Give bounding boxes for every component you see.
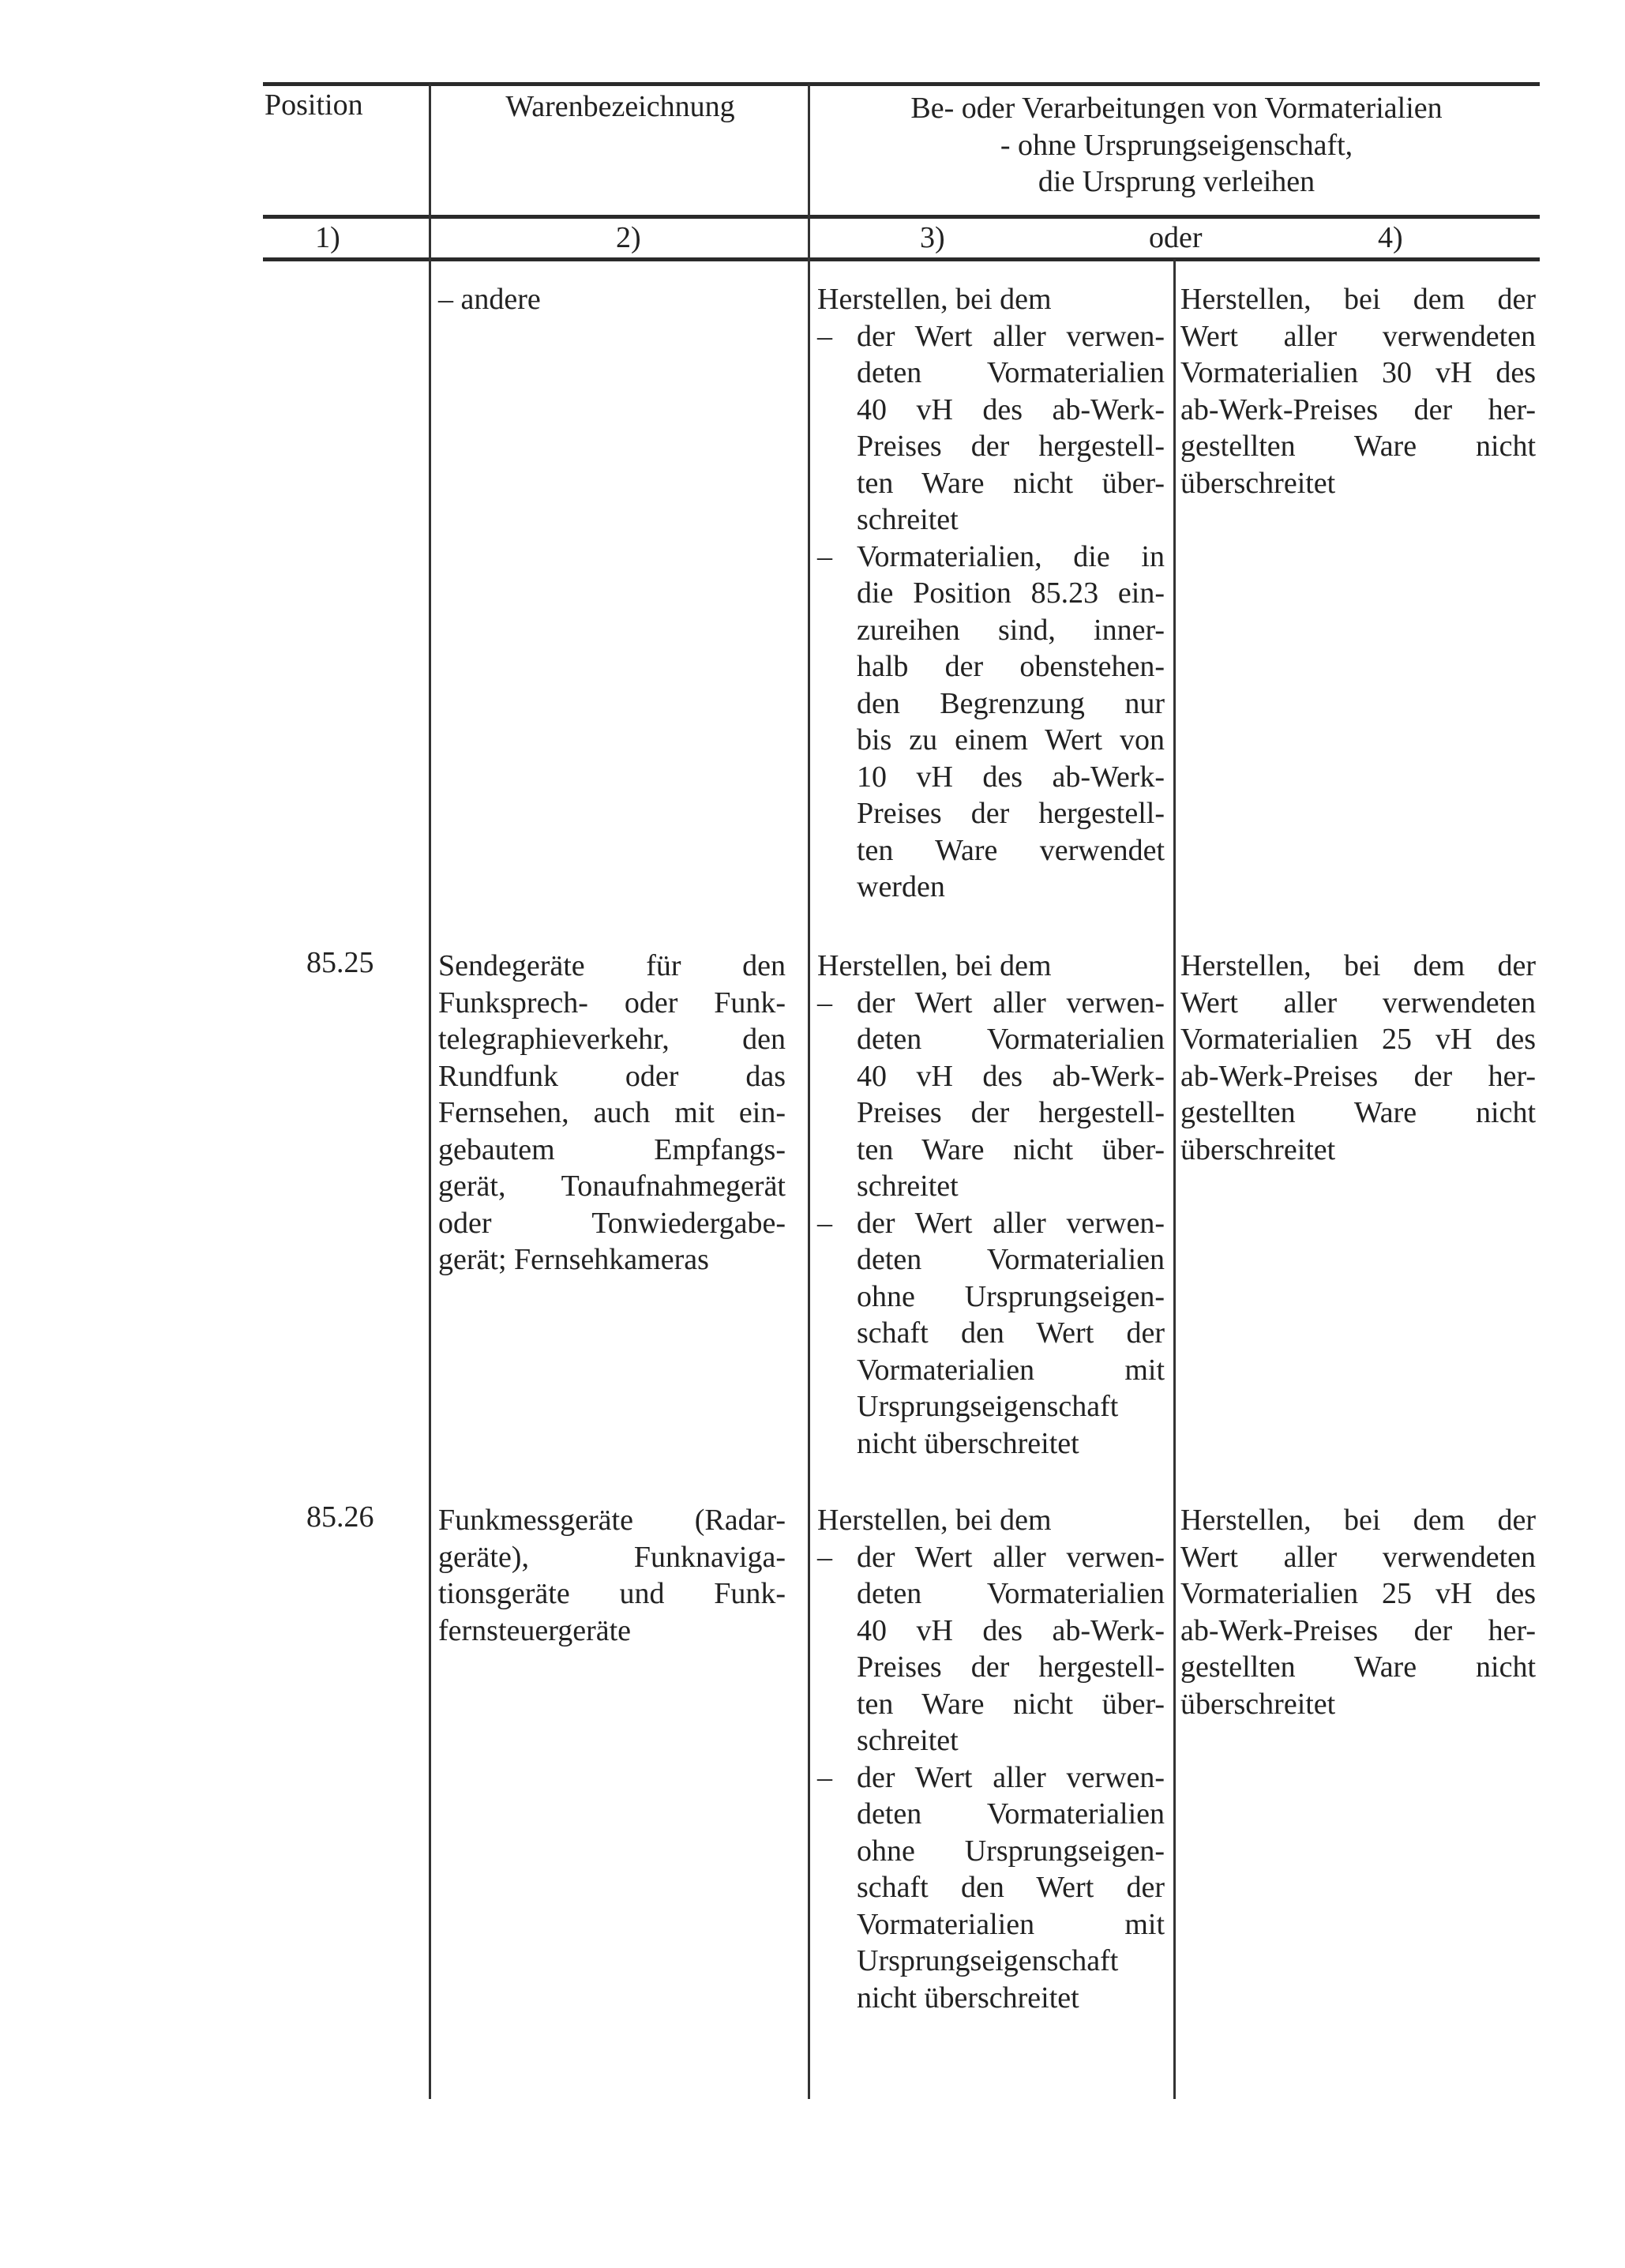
dash-mark: – xyxy=(817,1206,832,1240)
row-col3 xyxy=(817,948,1165,1462)
col3-line: schreitet xyxy=(857,1170,959,1203)
subheader-1: 1) xyxy=(315,221,340,254)
col4-line: Vormaterialien 30 vH des xyxy=(1180,356,1536,389)
col3-line: Vormaterialien, die in xyxy=(857,539,1165,573)
column-divider-3 xyxy=(1173,259,1176,2099)
description-line: telegraphieverkehr, den xyxy=(438,1023,786,1056)
row-description xyxy=(438,948,786,1279)
col3-line: der Wert aller verwen- xyxy=(857,1540,1165,1574)
col3-line: nicht überschreitet xyxy=(857,1981,1079,2015)
subheader-oder: oder xyxy=(1149,221,1203,254)
col3-item xyxy=(817,318,1165,539)
row-col3 xyxy=(817,281,1165,906)
header-warenbezeichnung: Warenbezeichnung xyxy=(505,90,735,123)
col3-line: halb der obenstehen- xyxy=(857,650,1165,683)
header-position: Position xyxy=(265,88,363,122)
col3-item xyxy=(817,1759,1165,2017)
subheader-2: 2) xyxy=(616,221,641,254)
col3-line: ten Ware nicht über- xyxy=(857,1687,1165,1721)
subheader-3: 3) xyxy=(920,221,945,254)
description-line: gerät, Tonaufnahmegerät xyxy=(438,1170,786,1203)
description-line: tionsgeräte und Funk- xyxy=(438,1577,786,1610)
col3-line: Ursprungseigenschaft xyxy=(857,1944,1119,1977)
dash-mark: – xyxy=(817,986,832,1019)
col3-line: ten Ware nicht über- xyxy=(857,466,1165,500)
col3-line: 40 vH des ab-Werk- xyxy=(857,392,1165,426)
description-line: geräte), Funknaviga- xyxy=(438,1540,786,1574)
col3-item xyxy=(817,1539,1165,1759)
col3-line: Ursprungseigenschaft xyxy=(857,1390,1119,1423)
row-description xyxy=(438,281,786,318)
col3-line: deten Vormaterialien xyxy=(857,1577,1165,1610)
col3-item xyxy=(817,985,1165,1205)
col3-line: Preises der hergestell- xyxy=(857,1096,1165,1129)
col3-line: ten Ware nicht über- xyxy=(857,1132,1165,1166)
col4-line: Herstellen, bei dem der xyxy=(1180,283,1536,316)
description-line: Fernsehen, auch mit ein- xyxy=(438,1096,786,1129)
header-verarbeitungen xyxy=(813,90,1540,201)
col4-line: ab-Werk-Preises der her- xyxy=(1180,1613,1536,1647)
col4-line: gestellten Ware nicht xyxy=(1180,1650,1536,1684)
col3-item xyxy=(817,1205,1165,1463)
col3-line: ten Ware verwendet xyxy=(857,833,1165,867)
dash-mark: – xyxy=(817,319,832,353)
dash-mark: – xyxy=(817,539,832,573)
col4-line: gestellten Ware nicht xyxy=(1180,1096,1536,1129)
row-col4 xyxy=(1180,948,1536,1168)
col4-line: überschreitet xyxy=(1180,1132,1336,1166)
col4-line: Herstellen, bei dem der xyxy=(1180,949,1536,982)
description-line: Funkmessgeräte (Radar- xyxy=(438,1504,786,1537)
col3-line: ohne Ursprungseigen- xyxy=(857,1834,1165,1868)
col3-line: bis zu einem Wert von xyxy=(857,723,1165,757)
col3-line: deten Vormaterialien xyxy=(857,1797,1165,1831)
col3-line: 10 vH des ab-Werk- xyxy=(857,760,1165,794)
col3-line: Vormaterialien mit xyxy=(857,1353,1165,1387)
col3-line: 40 vH des ab-Werk- xyxy=(857,1613,1165,1647)
description-line: fernsteuergeräte xyxy=(438,1613,632,1647)
col3-intro: Herstellen, bei dem xyxy=(817,283,1052,316)
col3-line: der Wert aller verwen- xyxy=(857,1206,1165,1240)
row-col3 xyxy=(817,1502,1165,2016)
dash-mark: – xyxy=(817,1760,832,1794)
col3-line: werden xyxy=(857,870,945,903)
col4-line: überschreitet xyxy=(1180,466,1336,500)
col4-line: Vormaterialien 25 vH des xyxy=(1180,1577,1536,1610)
col3-line: den Begrenzung nur xyxy=(857,686,1165,720)
col3-line: schaft den Wert der xyxy=(857,1871,1165,1904)
col3-line: deten Vormaterialien xyxy=(857,1023,1165,1056)
description-line: Funksprech- oder Funk- xyxy=(438,986,786,1019)
header-line: - ohne Ursprungseigenschaft, xyxy=(1000,128,1353,162)
column-divider-2 xyxy=(808,84,810,2099)
col3-line: nicht überschreitet xyxy=(857,1426,1079,1460)
col4-line: Wert aller verwendeten xyxy=(1180,986,1536,1019)
dash-mark: – xyxy=(817,1540,832,1574)
col3-line: zureihen sind, inner- xyxy=(857,613,1165,647)
col4-line: Wert aller verwendeten xyxy=(1180,319,1536,353)
description-line: gerät; Fernsehkameras xyxy=(438,1243,709,1276)
col3-line: Preises der hergestell- xyxy=(857,797,1165,830)
col3-line: Preises der hergestell- xyxy=(857,430,1165,463)
description-line: Sendegeräte für den xyxy=(438,949,786,982)
column-divider-1 xyxy=(429,84,431,2099)
col3-line: schreitet xyxy=(857,503,959,536)
row-description xyxy=(438,1502,786,1649)
col3-intro: Herstellen, bei dem xyxy=(817,949,1052,982)
description-line: Rundfunk oder das xyxy=(438,1059,786,1093)
col4-line: Herstellen, bei dem der xyxy=(1180,1504,1536,1537)
header-bottom-rule xyxy=(263,215,1540,219)
col3-line: Vormaterialien mit xyxy=(857,1907,1165,1941)
col3-line: schaft den Wert der xyxy=(857,1316,1165,1350)
col4-line: überschreitet xyxy=(1180,1687,1336,1721)
subheader-bottom-rule xyxy=(263,257,1540,261)
col4-line: Wert aller verwendeten xyxy=(1180,1540,1536,1574)
description-line: gebautem Empfangs- xyxy=(438,1132,786,1166)
description-line: – andere xyxy=(438,283,541,316)
col3-line: schreitet xyxy=(857,1724,959,1757)
col3-item xyxy=(817,539,1165,906)
subheader-4: 4) xyxy=(1378,221,1403,254)
header-line: die Ursprung verleihen xyxy=(1038,165,1315,198)
row-col4 xyxy=(1180,281,1536,501)
col3-line: 40 vH des ab-Werk- xyxy=(857,1059,1165,1093)
col3-line: der Wert aller verwen- xyxy=(857,1760,1165,1794)
col3-line: die Position 85.23 ein- xyxy=(857,576,1165,610)
col3-line: der Wert aller verwen- xyxy=(857,986,1165,1019)
col3-line: deten Vormaterialien xyxy=(857,356,1165,389)
col4-line: gestellten Ware nicht xyxy=(1180,430,1536,463)
table-top-rule xyxy=(263,82,1540,86)
row-position: 85.26 xyxy=(306,1500,374,1534)
row-position: 85.25 xyxy=(306,946,374,979)
col4-line: Vormaterialien 25 vH des xyxy=(1180,1023,1536,1056)
col3-line: deten Vormaterialien xyxy=(857,1243,1165,1276)
col3-line: der Wert aller verwen- xyxy=(857,319,1165,353)
header-line: Be- oder Verarbeitungen von Vormaterialien xyxy=(910,92,1443,125)
col3-intro: Herstellen, bei dem xyxy=(817,1504,1052,1537)
description-line: oder Tonwiedergabe- xyxy=(438,1206,786,1240)
col4-line: ab-Werk-Preises der her- xyxy=(1180,392,1536,426)
col3-line: Preises der hergestell- xyxy=(857,1650,1165,1684)
col4-line: ab-Werk-Preises der her- xyxy=(1180,1059,1536,1093)
row-col4 xyxy=(1180,1502,1536,1722)
col3-line: ohne Ursprungseigen- xyxy=(857,1279,1165,1313)
